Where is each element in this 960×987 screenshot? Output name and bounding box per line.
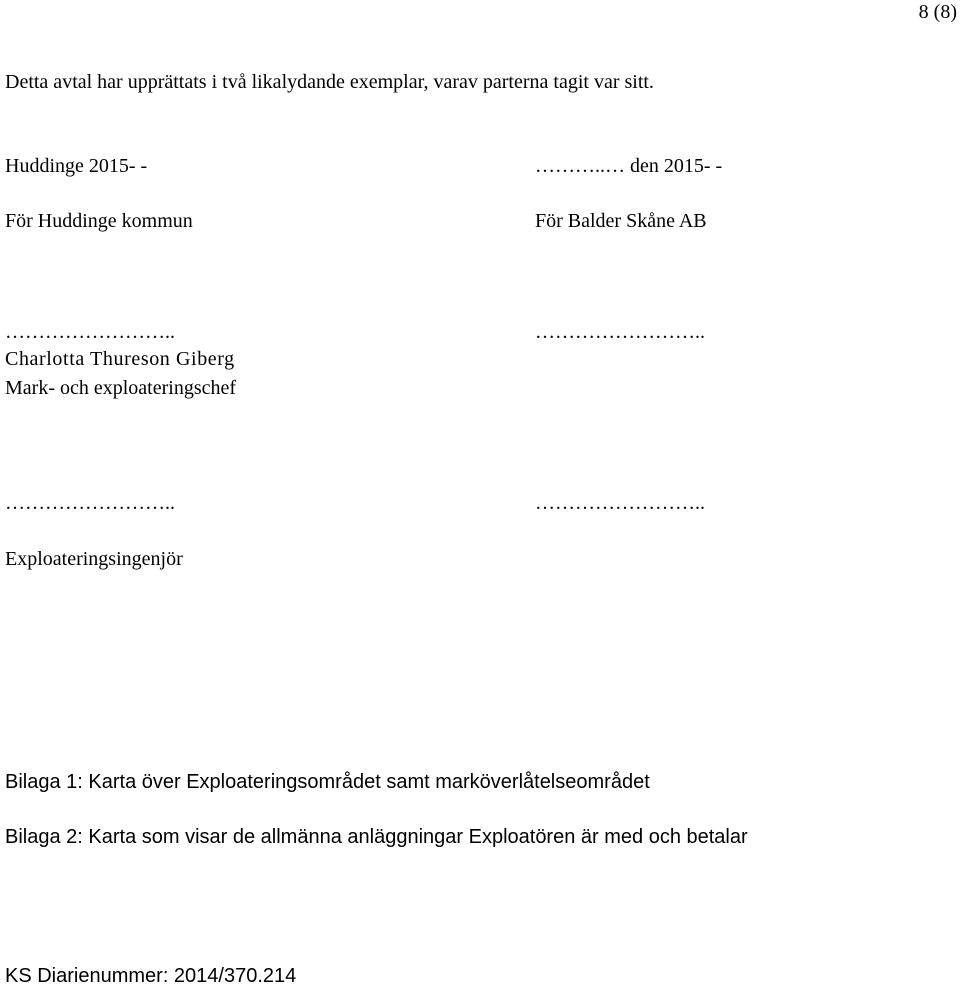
party-left: För Huddinge kommun [5, 210, 193, 232]
diary-number: KS Diarienummer: 2014/370.214 [5, 965, 297, 987]
page-number: 8 (8) [918, 1, 957, 23]
attachment-1: Bilaga 1: Karta över Exploateringsområdet samt marköverlåtelseområdet [5, 771, 650, 793]
signature-line-right-1: …………………….. [535, 321, 705, 343]
party-right: För Balder Skåne AB [535, 210, 707, 232]
intro-text: Detta avtal har upprättats i två likalydande exemplar, varav parterna tagit var sitt. [5, 71, 654, 93]
place-date-left: Huddinge 2015- - [5, 155, 148, 177]
signatory-title-left-2: Exploateringsingenjör [5, 548, 183, 570]
signature-line-right-2: …………………….. [535, 492, 705, 514]
signature-line-left-1: …………………….. [5, 321, 175, 343]
attachment-2: Bilaga 2: Karta som visar de allmänna anläggningar Exploatören är med och betalar [5, 826, 748, 848]
signature-line-left-2: …………………….. [5, 492, 175, 514]
place-date-right: ………..… den 2015- - [535, 155, 723, 177]
signatory-name-left: Charlotta Thureson Giberg [5, 348, 235, 370]
signatory-title-left-1: Mark- och exploateringschef [5, 377, 237, 399]
